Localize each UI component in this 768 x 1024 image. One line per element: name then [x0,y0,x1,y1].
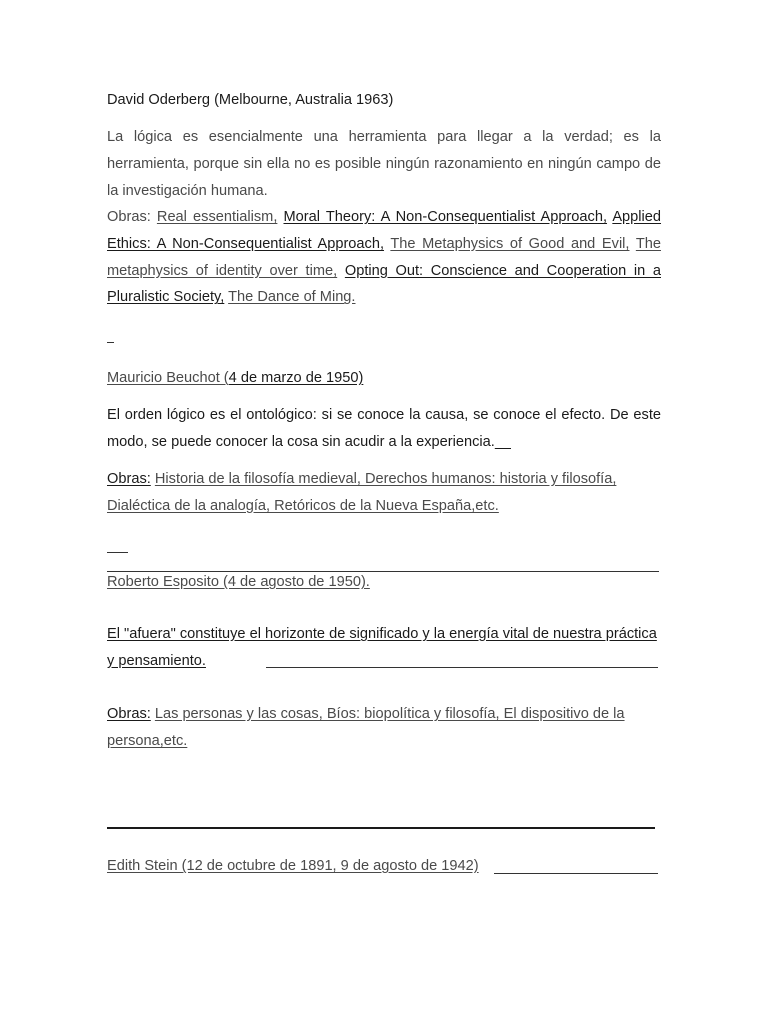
oderberg-work-2: Moral Theory: A Non-Consequentialist Approach, [283,209,608,225]
esposito-works-label: Obras: [107,706,151,722]
beuchot-works-list: Historia de la filosofía medieval, Derechos humanos: historia y filosofía, Dialéctica de la analogía, Retóricos de la Nueva España,etc. [107,471,617,514]
esposito-works-list: Las personas y las cosas, Bíos: biopolítica y filosofía, El dispositivo de la persona,etc. [107,706,625,749]
oderberg-work-1: Real essentialism, [156,209,278,225]
oderberg-quote [107,124,661,204]
oderberg-work-3: Applied Ethics: A Non-Consequentialist Approach, [107,209,662,252]
oderberg-work-6: Opting Out: Conscience and Cooperation in a Pluralistic Society, [107,262,661,306]
stein-heading [107,853,661,880]
oderberg-heading [107,87,661,114]
quote-underline-fill [266,667,658,668]
separator-line-2 [107,827,655,829]
beuchot-name: Mauricio Beuchot ( [107,370,229,386]
esposito-heading [107,569,661,596]
beuchot-date: 4 de marzo de 1950) [228,370,364,386]
beuchot-works-label: Obras: [107,471,151,487]
oderberg-work-5: The metaphysics of identity over time, [107,235,661,279]
oderberg-quote-text: La lógica es esencialmente una herramienta para llegar a la verdad; es la herramienta, porque sin ella no es posible ningún razonamiento en ningún campo de la investigación humana. [107,129,661,199]
beuchot-heading [107,365,661,392]
oderberg-works-label: Obras: [107,209,151,225]
oderberg-works [107,204,661,311]
heading-underline-fill [494,873,658,874]
oderberg-work-7: The Dance of Ming. [228,289,356,306]
esposito-quote-text: El "afuera" constituye el horizonte de significado y la energía vital de nuestra práctica y pensamiento. [107,626,657,669]
oderberg-heading-text: David Oderberg (Melbourne, Australia 1963) [107,92,394,108]
beuchot-works [107,466,661,520]
beuchot-quote-text: El orden lógico es el ontológico: si se conoce la causa, se conoce el efecto. De este modo, se puede conocer la cosa sin acudir a la experiencia. [107,407,661,450]
oderberg-work-4: The Metaphysics of Good and Evil, [390,235,630,252]
esposito-works [107,701,661,755]
short-underline-mark-2 [107,552,128,553]
short-underline-mark [107,342,114,343]
esposito-heading-text: Roberto Esposito (4 de agosto de 1950). [107,574,370,590]
beuchot-quote [107,402,661,456]
stein-heading-text: Edith Stein (12 de octubre de 1891, 9 de agosto de 1942) [107,858,479,874]
